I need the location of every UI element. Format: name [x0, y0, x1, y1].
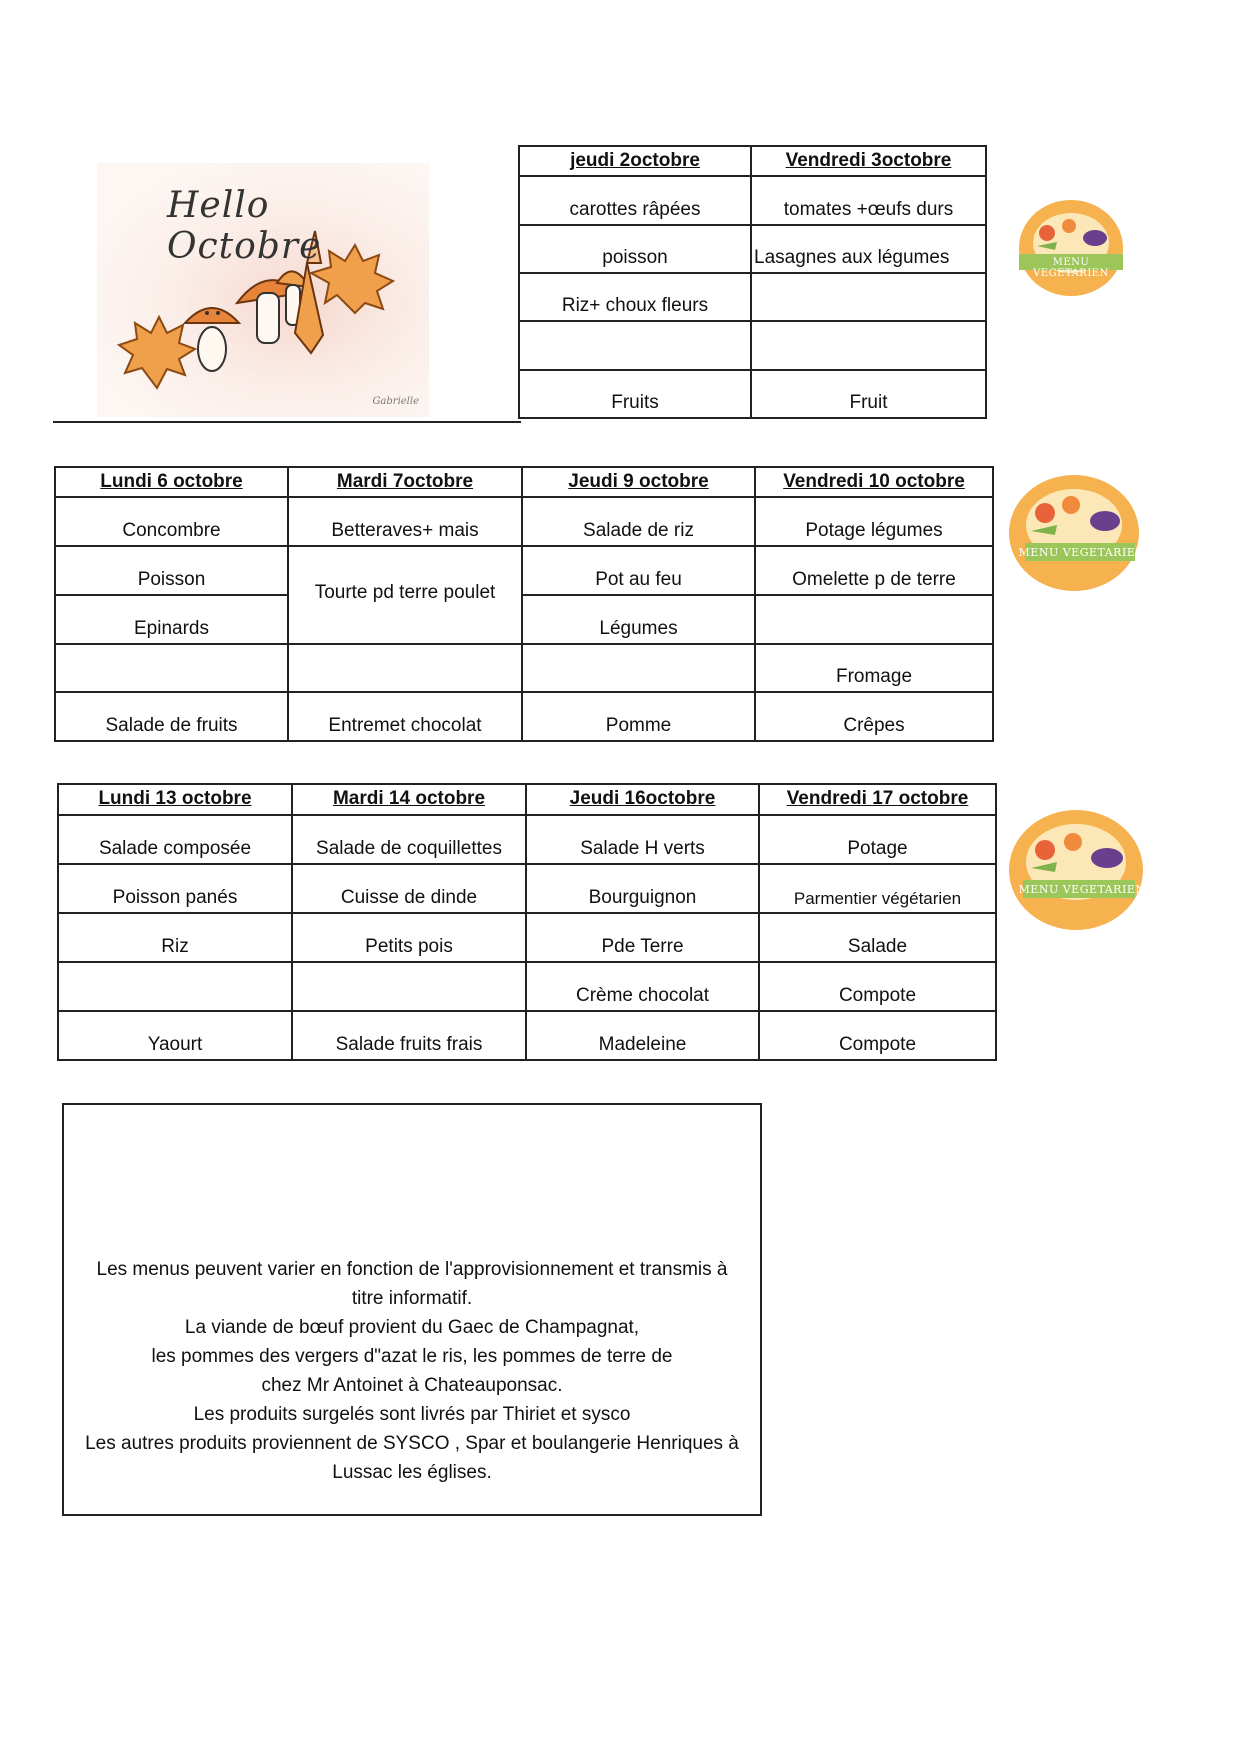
notice-line: titre informatif. [351, 1288, 473, 1309]
menu-cell [58, 962, 292, 1011]
menu-cell: Poisson [55, 546, 288, 595]
menu-cell [55, 644, 288, 693]
menu-cell: Poisson panés [58, 864, 292, 913]
menu-cell: Petits pois [292, 913, 526, 962]
notice-line: La viande de bœuf provient du Gaec de Champagnat, [184, 1317, 640, 1338]
vegetarian-menu-badge [1007, 473, 1146, 593]
notice-line: Les produits surgelés sont livrés par Thiriet et sysco [193, 1404, 631, 1425]
menu-cell: Lasagnes aux légumes [751, 225, 986, 273]
vegetarian-menu-badge [1017, 198, 1125, 298]
card-title: Hello Octobre [167, 185, 322, 267]
vegetarian-menu-badge [1007, 808, 1145, 932]
menu-cell: carottes râpées [519, 176, 751, 224]
menu-cell [751, 321, 986, 369]
menu-cell: Compote [759, 962, 996, 1011]
menu-cell: Omelette p de terre [755, 546, 993, 595]
header-divider [53, 421, 521, 423]
menu-table-week-3 [57, 783, 997, 1061]
menu-cell: Yaourt [58, 1011, 292, 1060]
notice-line: Les menus peuvent varier en fonction de l'approvisionnement et transmis à [96, 1259, 728, 1280]
menu-cell: Salade fruits frais [292, 1011, 526, 1060]
day-header: Jeudi 16octobre [526, 784, 759, 815]
menu-cell: Pot au feu [522, 546, 755, 595]
table-row [58, 913, 996, 962]
table-row [519, 225, 986, 273]
menu-cell: Cuisse de dinde [292, 864, 526, 913]
menu-cell: Salade de coquillettes [292, 815, 526, 864]
hello-october-illustration [97, 163, 429, 417]
menu-cell: Bourguignon [526, 864, 759, 913]
menu-cell: Potage [759, 815, 996, 864]
menu-cell: Tourte pd terre poulet [288, 546, 522, 643]
menu-cell: Potage légumes [755, 497, 993, 546]
day-header: Lundi 6 octobre [55, 467, 288, 497]
notice-line: Lussac les églises. [332, 1462, 492, 1483]
day-header: Mardi 14 octobre [292, 784, 526, 815]
menu-cell [755, 595, 993, 644]
table-row [58, 815, 996, 864]
table-row [519, 273, 986, 321]
menu-cell [751, 273, 986, 321]
table-row [519, 321, 986, 369]
menu-cell: Légumes [522, 595, 755, 644]
menu-cell: Salade de fruits [55, 692, 288, 741]
menu-cell: Compote [759, 1011, 996, 1060]
day-header: Vendredi 10 octobre [755, 467, 993, 497]
table-header-row [58, 784, 996, 815]
table-row [58, 962, 996, 1011]
menu-cell: Crème chocolat [526, 962, 759, 1011]
day-header: Mardi 7octobre [288, 467, 522, 497]
menu-cell: tomates +œufs durs [751, 176, 986, 224]
menu-cell: Riz+ choux fleurs [519, 273, 751, 321]
menu-cell: Fruits [519, 370, 751, 418]
table-row [55, 644, 993, 693]
table-row [58, 864, 996, 913]
vegetables-icon [1007, 473, 1141, 593]
menu-cell: Betteraves+ mais [288, 497, 522, 546]
menu-cell [522, 644, 755, 693]
menu-table-week-1 [518, 145, 987, 419]
menu-cell: Madeleine [526, 1011, 759, 1060]
menu-cell [288, 644, 522, 693]
menu-cell: Salade de riz [522, 497, 755, 546]
day-header: Lundi 13 octobre [58, 784, 292, 815]
table-row [519, 176, 986, 224]
badge-label: MENU VEGETARIEN [1033, 257, 1109, 279]
menu-cell: Crêpes [755, 692, 993, 741]
menu-cell: Salade [759, 913, 996, 962]
menu-cell [519, 321, 751, 369]
day-header: Vendredi 17 octobre [759, 784, 996, 815]
menu-cell: Salade H verts [526, 815, 759, 864]
menu-cell: Entremet chocolat [288, 692, 522, 741]
menu-cell: Parmentier végétarien [759, 864, 996, 913]
menu-cell: Concombre [55, 497, 288, 546]
table-row [55, 497, 993, 546]
table-header-row [55, 467, 993, 497]
menu-cell: Pomme [522, 692, 755, 741]
menu-cell: Riz [58, 913, 292, 962]
supply-notice-text [64, 1255, 760, 1487]
menu-table-week-2 [54, 466, 994, 742]
day-header: Jeudi 9 octobre [522, 467, 755, 497]
notice-line: les pommes des vergers d"azat le ris, les pommes de terre de [151, 1346, 673, 1367]
vegetables-icon [1017, 198, 1125, 298]
menu-cell: Pde Terre [526, 913, 759, 962]
menu-cell: Fromage [755, 644, 993, 693]
table-row [58, 1011, 996, 1060]
badge-label: MENU VEGETARIEN [1018, 883, 1146, 896]
card-signature: Gabrielle [372, 396, 419, 407]
day-header: jeudi 2octobre [519, 146, 751, 176]
notice-line: chez Mr Antoinet à Chateauponsac. [261, 1375, 563, 1396]
day-header: Vendredi 3octobre [751, 146, 986, 176]
menu-cell: Salade composée [58, 815, 292, 864]
table-row [55, 546, 993, 595]
table-row [519, 370, 986, 418]
menu-cell [292, 962, 526, 1011]
menu-cell: poisson [519, 225, 751, 273]
table-row [55, 692, 993, 741]
menu-cell: Fruit [751, 370, 986, 418]
supply-notice-box [62, 1103, 762, 1516]
notice-line: Les autres produits proviennent de SYSCO , Spar et boulangerie Henriques à [85, 1433, 739, 1454]
table-header-row [519, 146, 986, 176]
badge-label: MENU VEGETARIEN [1018, 546, 1146, 559]
menu-cell: Epinards [55, 595, 288, 644]
vegetables-icon [1007, 808, 1145, 932]
table-row [55, 595, 993, 644]
